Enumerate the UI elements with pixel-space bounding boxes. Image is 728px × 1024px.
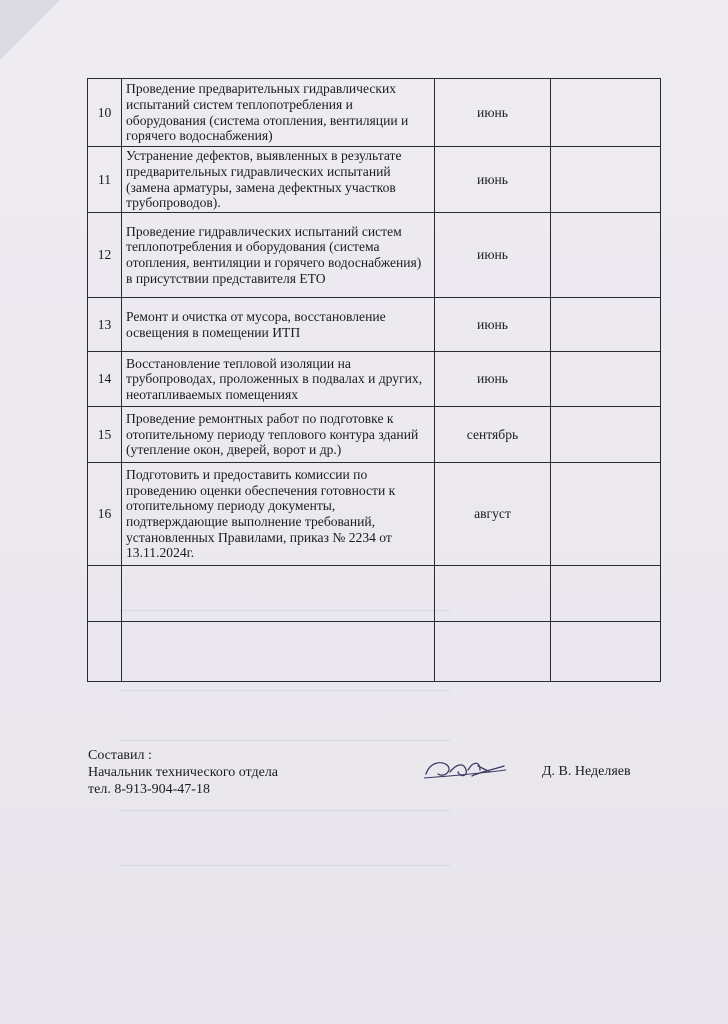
row-term: июнь bbox=[435, 79, 551, 147]
table-row bbox=[88, 566, 661, 622]
row-note bbox=[551, 566, 661, 622]
row-note bbox=[551, 352, 661, 407]
row-number bbox=[88, 622, 122, 682]
row-number: 12 bbox=[88, 213, 122, 298]
row-description: Устранение дефектов, выявленных в результате предварительных гидравлических испытаний (замена арматуры, замена дефектных участков трубопроводов). bbox=[122, 147, 435, 213]
row-term: июнь bbox=[435, 147, 551, 213]
table-row bbox=[88, 407, 661, 463]
row-note bbox=[551, 407, 661, 463]
row-term bbox=[435, 566, 551, 622]
row-term: август bbox=[435, 463, 551, 566]
row-number: 16 bbox=[88, 463, 122, 566]
row-description: Подготовить и предоставить комиссии по проведению оценки обеспечения готовности к отопительному периоду документы, подтверждающие выполнение требований, установленных Правилами, приказ № 2234 от 13.11.2024г. bbox=[122, 463, 435, 566]
row-term: июнь bbox=[435, 298, 551, 352]
row-number: 11 bbox=[88, 147, 122, 213]
author-phone: тел. 8-913-904-47-18 bbox=[88, 782, 210, 797]
row-description: Проведение гидравлических испытаний систем теплопотребления и оборудования (система отопления, вентиляции и горячего водоснабжения) в присутствии представителя ЕТО bbox=[122, 213, 435, 298]
table-row bbox=[88, 147, 661, 213]
row-note bbox=[551, 298, 661, 352]
row-description: Проведение ремонтных работ по подготовке к отопительному периоду теплового контура зданий (утепление окон, дверей, ворот и др.) bbox=[122, 407, 435, 463]
row-term: июнь bbox=[435, 352, 551, 407]
bleed-through-line bbox=[120, 865, 450, 866]
row-description bbox=[122, 622, 435, 682]
signer-name: Д. В. Неделяев bbox=[542, 764, 631, 779]
bleed-through-line bbox=[120, 740, 450, 741]
row-description: Проведение предварительных гидравлических испытаний систем теплопотребления и оборудования (система отопления, вентиляции и горячего водоснабжения) bbox=[122, 79, 435, 147]
table-row bbox=[88, 213, 661, 298]
page-fold bbox=[0, 0, 60, 60]
work-plan-table bbox=[87, 78, 661, 682]
bleed-through-line bbox=[120, 810, 450, 811]
row-note bbox=[551, 622, 661, 682]
row-term bbox=[435, 622, 551, 682]
author-position: Начальник технического отдела bbox=[88, 765, 279, 780]
footer-block bbox=[88, 747, 278, 798]
compiled-by-label: Составил : bbox=[88, 748, 152, 763]
row-number: 14 bbox=[88, 352, 122, 407]
row-term: сентябрь bbox=[435, 407, 551, 463]
table-row bbox=[88, 463, 661, 566]
row-number: 10 bbox=[88, 79, 122, 147]
row-description: Восстановление тепловой изоляции на трубопроводах, проложенных в подвалах и других, неотапливаемых помещениях bbox=[122, 352, 435, 407]
bleed-through-line bbox=[120, 690, 450, 691]
row-note bbox=[551, 463, 661, 566]
table-row bbox=[88, 79, 661, 147]
table-row bbox=[88, 352, 661, 407]
table-row bbox=[88, 298, 661, 352]
signature-icon bbox=[420, 752, 510, 786]
row-note bbox=[551, 213, 661, 298]
table-row bbox=[88, 622, 661, 682]
row-description: Ремонт и очистка от мусора, восстановление освещения в помещении ИТП bbox=[122, 298, 435, 352]
row-note bbox=[551, 147, 661, 213]
row-number: 15 bbox=[88, 407, 122, 463]
row-number: 13 bbox=[88, 298, 122, 352]
row-note bbox=[551, 79, 661, 147]
row-term: июнь bbox=[435, 213, 551, 298]
row-number bbox=[88, 566, 122, 622]
row-description bbox=[122, 566, 435, 622]
